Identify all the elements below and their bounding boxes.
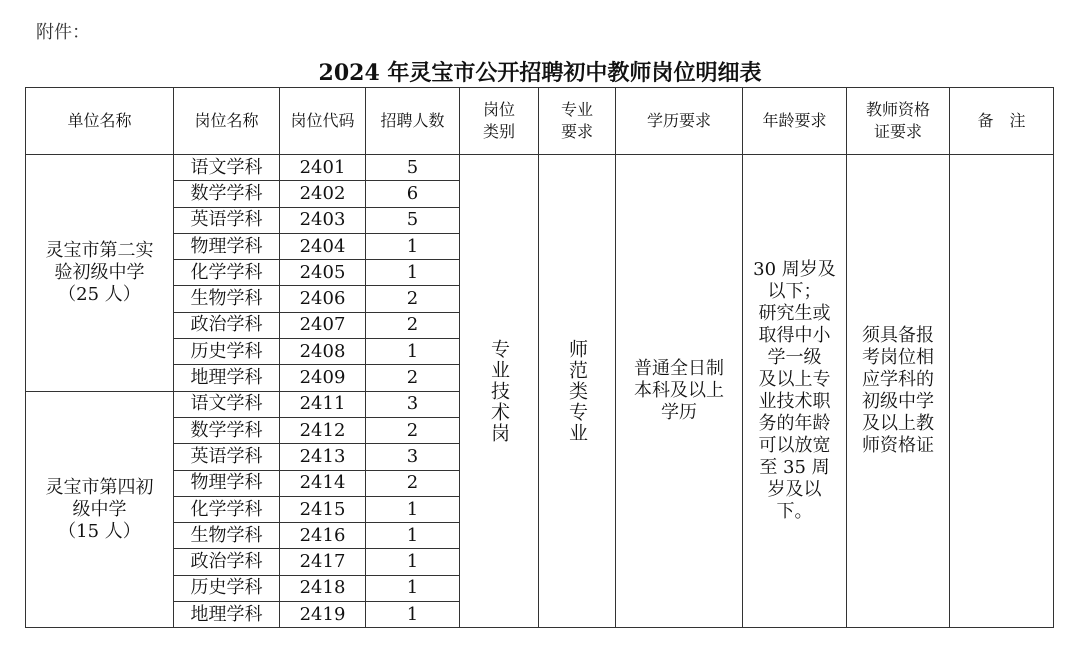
cert-cell: 须具备报 考岗位相 应学科的 初级中学 及以上教 师资格证 <box>847 155 950 628</box>
header-cert: 教师资格 证要求 <box>847 88 950 155</box>
post-name: 政治学科 <box>174 312 280 338</box>
unit-name-line: 验初级中学 <box>54 261 145 283</box>
recruit-count: 1 <box>366 523 460 549</box>
post-type-cell: 专业技术岗 <box>460 155 539 628</box>
post-name: 化学学科 <box>174 260 280 286</box>
age-cell: 30 周岁及 以下； 研究生或 取得中小 学一级 及以上专 业技术职 务的年龄 可以放宽 至 35 周 岁及以 下。 <box>743 155 847 628</box>
header-unit-name: 单位名称 <box>26 88 174 155</box>
recruit-count: 1 <box>366 339 460 365</box>
post-code: 2415 <box>280 496 366 522</box>
post-code: 2417 <box>280 549 366 575</box>
post-name: 地理学科 <box>174 365 280 391</box>
header-post-code: 岗位代码 <box>280 88 366 155</box>
header-age: 年龄要求 <box>743 88 847 155</box>
post-name: 语文学科 <box>174 391 280 417</box>
major-cell: 师范类专业 <box>539 155 616 628</box>
post-name: 英语学科 <box>174 444 280 470</box>
post-code: 2411 <box>280 391 366 417</box>
post-code: 2405 <box>280 260 366 286</box>
recruit-count: 5 <box>366 207 460 233</box>
recruit-count: 2 <box>366 286 460 312</box>
post-name: 地理学科 <box>174 602 280 628</box>
post-code: 2404 <box>280 233 366 259</box>
recruit-count: 2 <box>366 365 460 391</box>
unit-name-line: 灵宝市第二实 <box>45 239 154 261</box>
recruitment-table <box>25 87 1054 628</box>
recruit-count: 1 <box>366 575 460 601</box>
post-name: 历史学科 <box>174 339 280 365</box>
header-row <box>26 88 1054 155</box>
post-code: 2408 <box>280 339 366 365</box>
post-name: 英语学科 <box>174 207 280 233</box>
post-code: 2409 <box>280 365 366 391</box>
post-code: 2413 <box>280 444 366 470</box>
page-title: 2024 年灵宝市公开招聘初中教师岗位明细表 <box>318 60 762 86</box>
recruit-count: 2 <box>366 417 460 443</box>
recruit-count: 1 <box>366 549 460 575</box>
post-code: 2401 <box>280 155 366 181</box>
unit-name-line: （25 人） <box>58 283 141 305</box>
post-code: 2403 <box>280 207 366 233</box>
post-name: 历史学科 <box>174 575 280 601</box>
recruit-count: 3 <box>366 444 460 470</box>
recruit-count: 5 <box>366 155 460 181</box>
header-post-type: 岗位 类别 <box>460 88 539 155</box>
unit-name-line: 级中学 <box>72 498 127 520</box>
post-name: 数学学科 <box>174 417 280 443</box>
post-name: 物理学科 <box>174 470 280 496</box>
recruit-count: 1 <box>366 260 460 286</box>
post-name: 化学学科 <box>174 496 280 522</box>
post-name: 语文学科 <box>174 155 280 181</box>
post-name: 物理学科 <box>174 233 280 259</box>
recruit-count: 1 <box>366 233 460 259</box>
unit-name-line: （15 人） <box>58 520 141 542</box>
post-name: 生物学科 <box>174 523 280 549</box>
post-name: 政治学科 <box>174 549 280 575</box>
post-code: 2416 <box>280 523 366 549</box>
post-code: 2407 <box>280 312 366 338</box>
post-code: 2418 <box>280 575 366 601</box>
unit-name-cell <box>26 155 174 392</box>
post-code: 2406 <box>280 286 366 312</box>
post-code: 2419 <box>280 602 366 628</box>
post-code: 2412 <box>280 417 366 443</box>
recruit-count: 2 <box>366 470 460 496</box>
header-post-name: 岗位名称 <box>174 88 280 155</box>
table-row <box>26 155 1054 181</box>
header-remark: 备 注 <box>950 88 1054 155</box>
recruit-count: 2 <box>366 312 460 338</box>
attachment-label: 附件： <box>36 22 90 43</box>
header-recruit-count: 招聘人数 <box>366 88 460 155</box>
education-cell: 普通全日制 本科及以上 学历 <box>616 155 743 628</box>
recruit-count: 1 <box>366 602 460 628</box>
post-code: 2402 <box>280 181 366 207</box>
unit-name-cell <box>26 391 174 628</box>
recruit-count: 6 <box>366 181 460 207</box>
post-code: 2414 <box>280 470 366 496</box>
header-major: 专业 要求 <box>539 88 616 155</box>
unit-name-line: 灵宝市第四初 <box>45 476 154 498</box>
post-name: 数学学科 <box>174 181 280 207</box>
header-education: 学历要求 <box>616 88 743 155</box>
remark-cell <box>950 155 1054 628</box>
recruit-count: 1 <box>366 496 460 522</box>
recruit-count: 3 <box>366 391 460 417</box>
post-name: 生物学科 <box>174 286 280 312</box>
